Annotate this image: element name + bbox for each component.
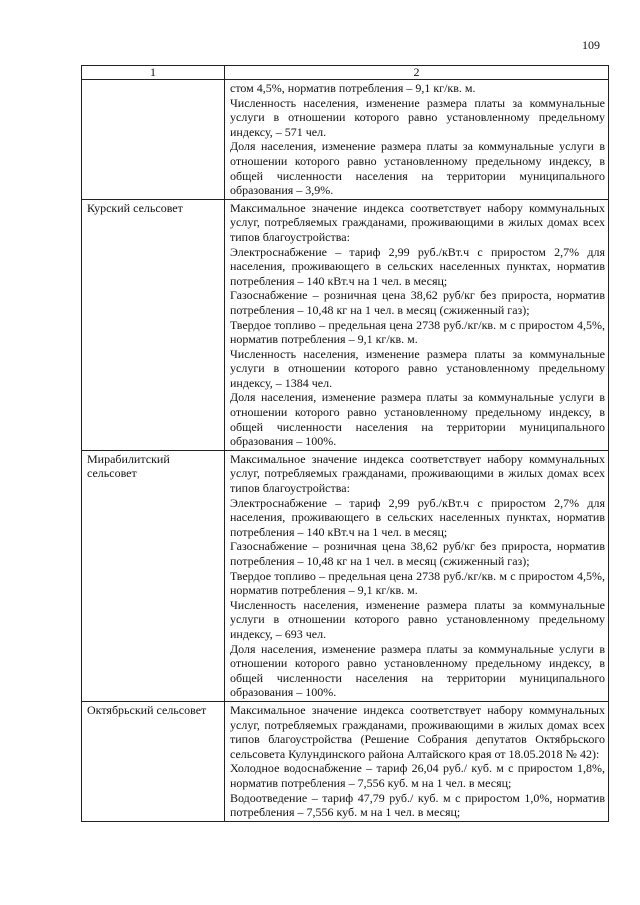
- table-row: [82, 199, 609, 450]
- paragraph: Твердое топливо – предельная цена 2738 руб./кг/кв. м с приростом 4,5%, норматив потребления – 9,1 кг/кв. м.: [230, 317, 605, 347]
- paragraph: Газоснабжение – розничная цена 38,62 руб/кг без прироста, норматив потребления – 10,48 кг на 1 чел. в месяц (сжиженный газ);: [230, 288, 605, 317]
- paragraph: Доля населения, изменение размера платы за коммунальные услуги в отношении которого равно установленному предельному индексу, в общей численности населения на территории муниципального образования – 100%.: [230, 390, 605, 449]
- settlement-description: [225, 80, 609, 200]
- settlement-name: Мирабилитский сельсовет: [82, 450, 225, 701]
- table-row: [82, 701, 609, 821]
- paragraph: Водоотведение – тариф 47,79 руб./ куб. м с приростом 1,0%, норматив потребления – 7,556 куб. м на 1 чел. в месяц;: [230, 790, 605, 820]
- paragraph: Максимальное значение индекса соответствует набору коммунальных услуг, потребляемых гражданами, проживающими в жилых домах всех типов благоустройства (Решение Собрания депутатов Октябрьского сельсовета Кулундинского района Алтайского края от 18.05.2018 № 42):: [230, 702, 605, 761]
- paragraph: Электроснабжение – тариф 2,99 руб./кВт.ч с приростом 2,7% для населения, проживающего в сельских населенных пунктах, норматив потребления – 140 кВт.ч на 1 чел. в месяц;: [230, 244, 605, 288]
- column-header-1: 1: [82, 66, 225, 80]
- table-row: [82, 80, 609, 200]
- paragraph: стом 4,5%, норматив потребления – 9,1 кг/кв. м.: [230, 81, 476, 95]
- settlement-description: [225, 701, 609, 821]
- paragraph: Твердое топливо – предельная цена 2738 руб./кг/кв. м с приростом 4,5%, норматив потребления – 9,1 кг/кв. м.: [230, 568, 605, 598]
- column-header-2: 2: [225, 66, 609, 80]
- paragraph: Максимальное значение индекса соответствует набору коммунальных услуг, потребляемых гражданами, проживающими в жилых домах всех типов благоустройства:: [230, 451, 605, 496]
- paragraph: Электроснабжение – тариф 2,99 руб./кВт.ч с приростом 2,7% для населения, проживающего в сельских населенных пунктах, норматив потребления – 140 кВт.ч на 1 чел. в месяц;: [230, 495, 605, 539]
- paragraph: Максимальное значение индекса соответствует набору коммунальных услуг, потребляемых гражданами, проживающими в жилых домах всех типов благоустройства:: [230, 200, 605, 244]
- data-table: [81, 65, 609, 822]
- paragraph: Доля населения, изменение размера платы за коммунальные услуги в отношении которого равно установленному предельному индексу, в общей численности населения на территории муниципального образования – 100%.: [230, 641, 605, 700]
- paragraph: Численность населения, изменение размера платы за коммунальные услуги в отношении которого равно установленному предельному индексу, – 1384 чел.: [230, 346, 605, 390]
- settlement-name: [82, 80, 225, 200]
- paragraph: Доля населения, изменение размера платы за коммунальные услуги в отношении которого равно установленному предельному индексу, в общей численности населения на территории муниципального образования – 3,9%.: [230, 139, 605, 198]
- settlement-name: Курский сельсовет: [82, 199, 225, 450]
- settlement-description: [225, 450, 609, 701]
- settlement-description: [225, 199, 609, 450]
- paragraph: Численность населения, изменение размера платы за коммунальные услуги в отношении которого равно установленному предельному индексу, – 571 чел.: [230, 95, 605, 139]
- page-number: 109: [582, 38, 600, 52]
- paragraph: Холодное водоснабжение – тариф 26,04 руб./ куб. м с приростом 1,8%, норматив потребления – 7,556 куб. м на 1 чел. в месяц;: [230, 761, 605, 790]
- settlement-name: Октябрьский сельсовет: [82, 701, 225, 821]
- table-header-row: [82, 66, 609, 80]
- table-row: [82, 450, 609, 701]
- paragraph: Газоснабжение – розничная цена 38,62 руб/кг без прироста, норматив потребления – 10,48 кг на 1 чел. в месяц (сжиженный газ);: [230, 539, 605, 568]
- paragraph: Численность населения, изменение размера платы за коммунальные услуги в отношении которого равно установленному предельному индексу, – 693 чел.: [230, 597, 605, 641]
